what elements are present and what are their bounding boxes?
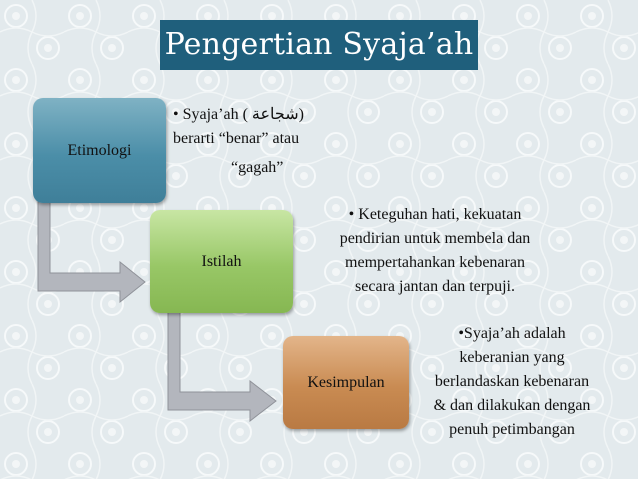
arrow-1 [38, 202, 145, 302]
page-title: Pengertian Syaja’ah [164, 27, 474, 62]
description-line: •Syaja’ah adalah [458, 325, 566, 342]
step-label-kesimpulan: Kesimpulan [307, 373, 385, 391]
etimologi-description [173, 103, 363, 180]
description-line: • Syaja’ah ( شجاعة) [173, 106, 304, 123]
description-line: secara jantan dan terpuji. [355, 278, 515, 295]
description-line: “gagah” [231, 159, 284, 176]
description-line: pendirian untuk membela dan [339, 230, 531, 247]
step-etimologi [33, 98, 166, 203]
description-line: • Keteguhan hati, kekuatan [348, 206, 522, 223]
step-label-etimologi: Etimologi [67, 141, 132, 159]
istilah-description [300, 203, 570, 299]
description-line: penuh petimbangan [449, 421, 575, 438]
step-label-istilah: Istilah [201, 252, 242, 270]
description-line: berlandaskan kebenaran [434, 373, 590, 390]
arrow-2 [168, 312, 276, 421]
kesimpulan-description [412, 322, 612, 442]
description-line: keberanian yang [459, 349, 565, 366]
step-istilah [150, 210, 293, 313]
step-kesimpulan [283, 336, 409, 429]
description-line: mempertahankan kebenaran [345, 254, 525, 271]
description-line: & dan dilakukan dengan [433, 397, 591, 414]
description-line: berarti “benar” atau [173, 130, 300, 147]
